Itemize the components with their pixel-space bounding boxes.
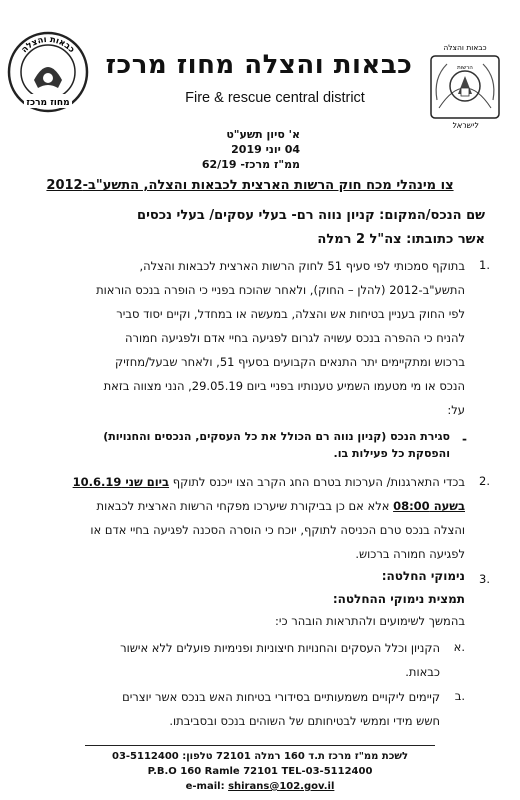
emblem-bottom-text: מחוז מרכז bbox=[26, 98, 70, 108]
item-line: חשש מידי וממשי לבטיחותם של השוהים בנכס ובסביבתו. bbox=[169, 714, 440, 728]
bullet-dash: - bbox=[462, 432, 467, 446]
authority-bottom-text: לישראל bbox=[451, 121, 479, 130]
email-label: e-mail: bbox=[185, 781, 229, 792]
reasons-intro: בהמשך לשימועים ולהתראות הובהר כי: bbox=[275, 614, 465, 628]
closure-order-text bbox=[40, 428, 450, 462]
footer-hebrew-address: לשכת ממ"ז מרכז ת.ד 160 רמלה 72101 טלפון: 03-5112400 bbox=[111, 751, 409, 762]
effective-date: ביום שני 10.6.19 bbox=[72, 475, 170, 489]
effective-time: בשעה 08:00 bbox=[393, 499, 465, 513]
section-2-body bbox=[40, 470, 465, 566]
date-gregorian: 04 יוני 2019 bbox=[231, 143, 300, 156]
authority-small-text: הרשות bbox=[457, 65, 473, 71]
item-b-label: ב. bbox=[454, 689, 465, 703]
section-2-text: והצלה בנכס טרם הכניסה לתוקף, יוכח כי הוסרה הסכנה לפגיעה בחיי אדם או bbox=[90, 523, 465, 537]
email-link[interactable]: shirans@102.gov.il bbox=[228, 781, 335, 792]
section-2-text: בכדי התארגנות/ הערכות בטרם החג הקרב הצו ייכנס לתוקף bbox=[169, 475, 465, 489]
section-1-line: להניח כי ההפרה בנכס עשויה לגרום לפגיעה בחיי אדם ולפגיעה חמורה bbox=[124, 331, 465, 345]
property-name: שם הנכס/המקום: קניון נווה רם- בעלי עסקים/ בעלי נכסים bbox=[137, 208, 485, 223]
closure-line: סגירת הנכס (קניון נווה רם הכולל את כל העסקים, הנכסים והחנויות) bbox=[103, 430, 450, 443]
item-line: קיימים ליקויים משמעותיים בסידורי בטיחות האש בנכס אשר יוצרים bbox=[122, 690, 440, 704]
section-2-text: לפגיעה חמורה ברכוש. bbox=[355, 547, 465, 561]
authority-top-text: כבאות והצלה bbox=[443, 43, 487, 52]
footer-english-address: P.B.O 160 Ramle 72101 TEL-03-5112400 bbox=[147, 766, 373, 777]
item-a-text bbox=[40, 636, 440, 684]
date-hebrew: א' סיון תשע"ט bbox=[226, 128, 300, 141]
reference-number: ממ"ז מרכז- 62/19 bbox=[201, 158, 300, 171]
section-3-number: 3. bbox=[479, 572, 490, 586]
emblem-ring-text: כבאות והצלה bbox=[19, 34, 77, 56]
item-b-text bbox=[40, 685, 440, 733]
footer-divider bbox=[85, 745, 435, 746]
property-address: אשר כתובתו: צה"ל 2 רמלה bbox=[317, 232, 485, 247]
reasons-subheading: תמצית נימוקי ההחלטה: bbox=[332, 592, 465, 606]
section-1-line: הנכס או מי מטעמו השמיע טענותיו בפניי ביום 29.05.19, הנני מצווה בזאת bbox=[103, 379, 465, 393]
footer-email-line bbox=[85, 781, 435, 792]
item-line: כבאות. bbox=[405, 665, 440, 679]
authority-emblem-logo bbox=[425, 38, 505, 133]
district-emblem-logo bbox=[6, 30, 90, 118]
section-1-line: התשע"ב-2012 (להלן – החוק), ולאחר שהוכח בפניי כי הופרה בנכס הוראות bbox=[96, 283, 465, 297]
section-1-body bbox=[40, 254, 465, 422]
section-1-line: על: bbox=[447, 403, 465, 417]
hebrew-title: כבאות והצלה מחוז מרכז bbox=[105, 50, 413, 80]
reasons-heading: נימוקי החלטה: bbox=[381, 569, 465, 583]
section-1-line: לפי החוק בעניין בטיחות אש והצלה, במעשה או במחדל, וקיים יסוד סביר bbox=[116, 307, 465, 321]
section-1-line: ברכוש ומתקיימים יתר התנאים הקבועים בסעיף 51, ולאחר שבעל/מחזיק bbox=[115, 355, 465, 369]
item-line: הקניון וכלל העסקים והחנויות חיצוניות ופנימיות פועלים ללא אישור bbox=[120, 641, 440, 655]
section-2-text: אלא אם כן בביקורת שיערכו מפקחי הרשות הארצית לכבאות bbox=[96, 499, 394, 513]
item-a-label: א. bbox=[453, 640, 465, 654]
closure-line: והפסקת כל פעילות בו. bbox=[333, 447, 450, 460]
section-2-number: 2. bbox=[479, 474, 490, 488]
section-1-number: 1. bbox=[479, 258, 490, 272]
order-subject: צו מינהלי מכח חוק הרשות הארצית לכבאות והצלה, התשע"ב-2012 bbox=[46, 178, 454, 193]
english-title: Fire & rescue central district bbox=[185, 90, 365, 106]
section-1-line: בתוקף סמכותי לפי סעיף 51 לחוק הרשות הארצית לכבאות והצלה, bbox=[139, 259, 465, 273]
